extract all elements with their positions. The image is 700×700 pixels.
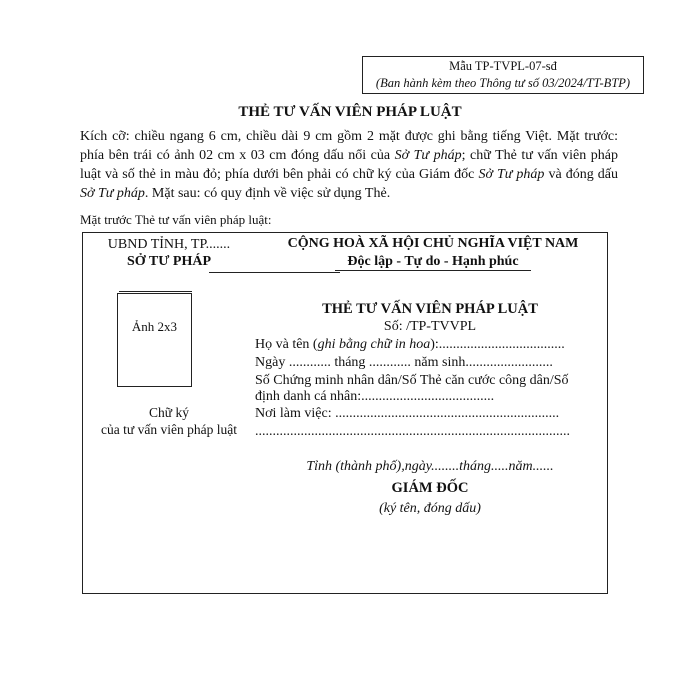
national-header (258, 235, 608, 271)
place-date-line: Tỉnh (thành phố),ngày........tháng.....năm...... (306, 459, 554, 474)
nation-motto: Độc lập - Tự do - Hạnh phúc (347, 254, 519, 269)
issuing-agency (86, 236, 252, 270)
full-name-field (255, 337, 595, 354)
front-side-label: Mặt trước Thẻ tư vấn viên pháp luật: (80, 212, 272, 227)
card-number: Số: /TP-TVVPL (383, 319, 477, 334)
director-title: GIÁM ĐỐC (391, 480, 469, 496)
agency-underline (209, 272, 340, 273)
card-title: THẺ TƯ VẤN VIÊN PHÁP LUẬT (322, 301, 538, 317)
motto-underline (335, 270, 531, 271)
desc-text: . Mặt sau: có quy định về việc sử dụng Thẻ. (144, 186, 391, 201)
birth-date-field: Ngày ............ tháng ............ năm sinh......................... (255, 355, 553, 370)
field-dots: ):.................................... (430, 337, 565, 352)
id-number-field: Số Chứng minh nhân dân/Số Thẻ căn cước công dân/Số (255, 373, 569, 388)
desc-text: ; chữ Thẻ tư vấn viên pháp luật và số thẻ in màu đỏ; phía dưới bên phải có chữ ký của Giám đốc (80, 148, 618, 182)
workplace-field: Nơi làm việc: ................................................................ (255, 406, 560, 421)
desc-italic: Sở Tư pháp (394, 148, 462, 163)
card-description (80, 127, 618, 203)
form-code-box (362, 56, 644, 94)
signature-line1: Chữ ký (149, 405, 189, 420)
agency-province: UBND TỈNH, TP....... (107, 237, 231, 252)
desc-text: và đóng dấu (544, 167, 618, 182)
agency-department: SỞ TƯ PHÁP (126, 254, 211, 269)
desc-text: Kích cỡ: chiều ngang 6 cm, chiều dài 9 cm gồm 2 mặt được ghi bằng tiếng Việt. Mặt trước: phía bên trái có ảnh 02 cm x 03 cm đóng dấu nổi của (80, 129, 618, 163)
personal-id-field: định danh cá nhân:...................................... (255, 389, 495, 404)
workplace-continuation: .......................................................................................... (255, 424, 570, 439)
form-issued-by: (Ban hành kèm theo Thông tư số 03/2024/TT-BTP) (375, 76, 631, 90)
form-code: Mẫu TP-TVPL-07-sđ (449, 59, 557, 73)
holder-signature-label (85, 404, 253, 438)
field-hint: ghi bằng chữ in hoa (317, 337, 431, 352)
signature-line2: của tư vấn viên pháp luật (101, 422, 237, 437)
signature-note: (ký tên, đóng dấu) (379, 501, 481, 516)
desc-italic: Sở Tư pháp (478, 167, 545, 182)
nation-name: CỘNG HOÀ XÃ HỘI CHỦ NGHĨA VIỆT NAM (287, 236, 579, 251)
field-label: Họ và tên ( (255, 337, 318, 352)
photo-label: Ảnh 2x3 (131, 319, 178, 334)
photo-placeholder (117, 293, 192, 387)
desc-italic: Sở Tư pháp (80, 186, 145, 201)
document-title: THẺ TƯ VẤN VIÊN PHÁP LUẬT (238, 104, 462, 120)
